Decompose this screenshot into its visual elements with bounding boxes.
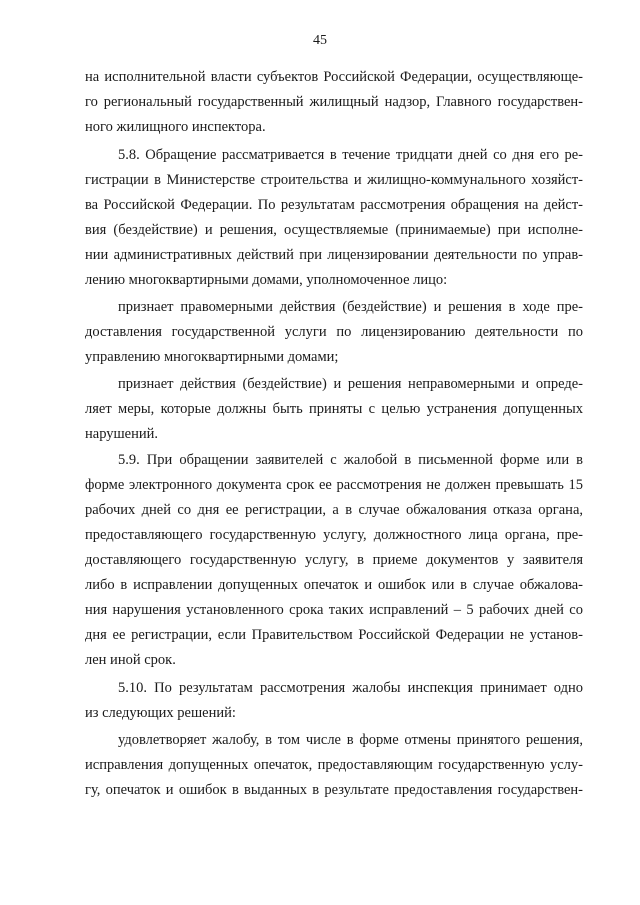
text-line: управлению многоквартирными домами; <box>85 349 339 365</box>
text-line: удовлетворяет жалобу, в том числе в форме отмены принятого решения, <box>118 732 583 748</box>
text-line: 5.10. По результатам рассмотрения жалобы инспекция принимает одно <box>118 680 583 696</box>
text-line: лению многоквартирными домами, уполномоченное лицо: <box>85 272 448 288</box>
text-line: ния нарушения установленного срока таких исправлений – 5 рабочих дней со <box>85 602 583 618</box>
page-number: 45 <box>313 33 327 48</box>
text-line: ляет меры, которые должны быть приняты с целью устранения допущенных <box>85 401 583 417</box>
text-line: нии административных действий при лицензировании деятельности по управ- <box>85 247 583 263</box>
text-line: 5.9. При обращении заявителей с жалобой в письменной форме или в <box>118 452 583 468</box>
text-line: дня ее регистрации, если Правительством Российской Федерации не установ- <box>85 627 583 643</box>
text-line: признает правомерными действия (бездействие) и решения в ходе пре- <box>118 299 583 315</box>
text-line: нарушений. <box>85 426 159 442</box>
text-line: предоставляющего государственную услугу, должностного лица органа, пре- <box>85 527 583 543</box>
text-line: ного жилищного инспектора. <box>85 119 266 135</box>
text-line: ва Российской Федерации. По результатам рассмотрения обращения на дейст- <box>85 197 583 213</box>
text-line: рабочих дней со дня ее регистрации, а в случае обжалования отказа органа, <box>85 502 583 518</box>
text-line: лен иной срок. <box>85 652 176 668</box>
text-line: гу, опечаток и ошибок в выданных в результате предоставления государствен- <box>85 782 583 798</box>
text-line: гистрации в Министерстве строительства и жилищно-коммунального хозяйст- <box>85 172 583 188</box>
text-line: признает действия (бездействие) и решения неправомерными и опреде- <box>118 376 583 392</box>
text-line: форме электронного документа срок ее рассмотрения не должен превышать 15 <box>85 477 583 493</box>
text-line: либо в исправлении допущенных опечаток и ошибок или в случае обжалова- <box>85 577 583 593</box>
text-line: доставляющего государственную услугу, в приеме документов у заявителя <box>85 552 583 568</box>
text-line: 5.8. Обращение рассматривается в течение тридцати дней со дня его ре- <box>118 147 583 163</box>
text-line: го региональный государственный жилищный надзор, Главного государствен- <box>85 94 583 110</box>
text-line: вия (бездействие) и решения, осуществляемые (принимаемые) при исполне- <box>85 222 583 238</box>
text-line: из следующих решений: <box>85 705 236 721</box>
text-line: на исполнительной власти субъектов Российской Федерации, осуществляюще- <box>85 69 583 85</box>
text-line: доставления государственной услуги по лицензированию деятельности по <box>85 324 583 340</box>
text-line: исправления допущенных опечаток, предоставляющим государственную услу- <box>85 757 583 773</box>
